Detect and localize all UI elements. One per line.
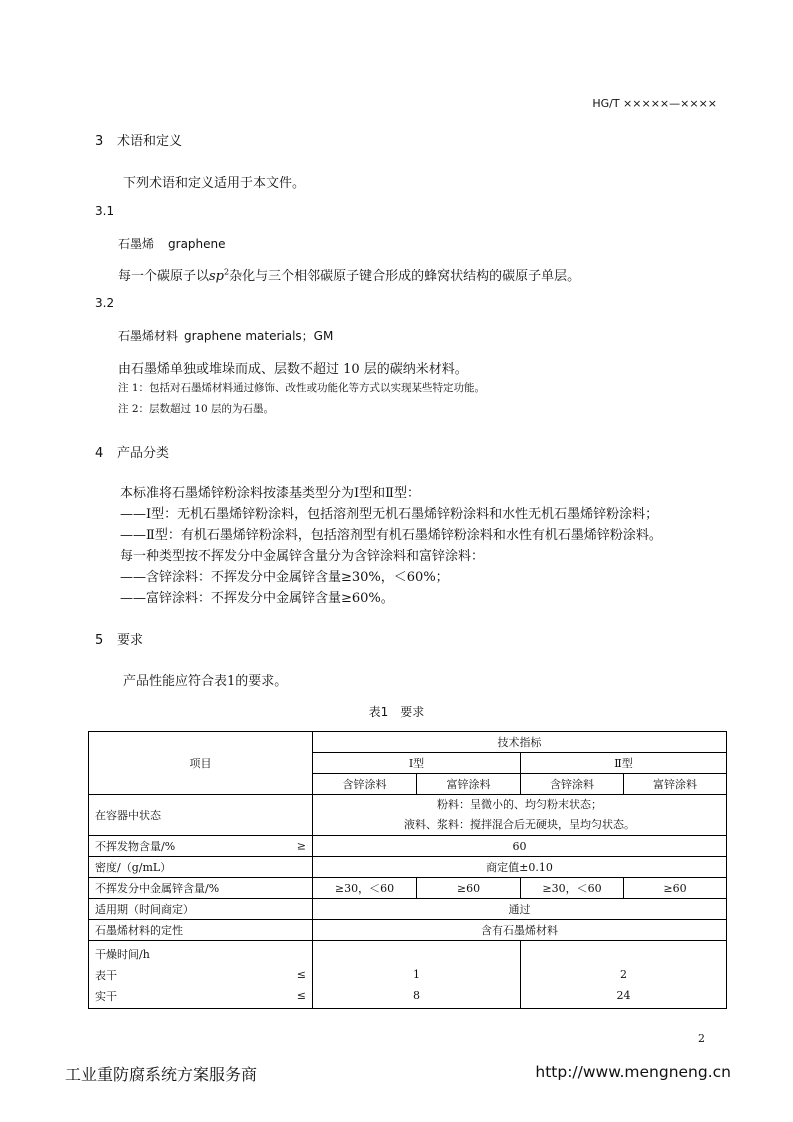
term-3-1-number: 3.1 — [95, 204, 115, 218]
row-value: 通过 — [313, 899, 727, 920]
row-value: ≥60 — [624, 878, 727, 899]
term-3-2-number: 3.2 — [95, 296, 115, 310]
header-item: 项目 — [89, 732, 313, 795]
note-2: 注 2：层数超过 10 层的为石墨。 — [118, 403, 275, 415]
note-1: 注 1：包括对石墨烯材料通过修饰、改性或功能化等方式以实现某些特定功能。 — [118, 382, 486, 394]
classification-line: ——Ⅱ型：有机石墨烯锌粉涂料，包括溶剂型有机石墨烯锌粉涂料和水性有机石墨烯锌粉涂料。 — [120, 528, 662, 543]
definition-text-cont: 杂化与三个相邻碳原子键合形成的蜂窝状结构的碳原子单层。 — [229, 269, 581, 284]
drying-type-1 — [313, 941, 521, 1009]
row-value: ≥30，＜60 — [313, 878, 417, 899]
row-label: 不挥发分中金属锌含量/% — [89, 878, 313, 899]
section-title: 产品分类 — [117, 446, 170, 461]
section-title: 术语和定义 — [117, 134, 183, 149]
row-value: 60 — [313, 836, 727, 857]
term-3-2-definition: 由石墨烯单独或堆垛而成、层数不超过 10 层的碳纳米材料。 — [118, 362, 468, 377]
section-3-intro: 下列术语和定义适用于本文件。 — [123, 176, 306, 191]
section-title: 要求 — [117, 633, 144, 648]
table-row — [89, 795, 727, 836]
section-number: 4 — [95, 446, 104, 461]
table-row — [89, 899, 727, 920]
row-label: 石墨烯材料的定性 — [89, 920, 313, 941]
section-4-heading — [95, 442, 169, 461]
comparison-symbol: ≥ — [296, 839, 306, 853]
drying-type-2 — [521, 941, 727, 1009]
row-label: 在容器中状态 — [89, 795, 313, 836]
drying-labels — [89, 941, 313, 1009]
term-cn: 石墨烯材料 — [118, 329, 179, 343]
classification-line: 每一种类型按不挥发分中金属锌含量分为含锌涂料和富锌涂料： — [120, 549, 485, 564]
row-value: 含有石墨烯材料 — [313, 920, 727, 941]
header-type-1: Ⅰ型 — [313, 753, 521, 774]
classification-line: ——富锌涂料：不挥发分中金属锌含量≥60%。 — [120, 591, 394, 606]
section-5-intro: 产品性能应符合表1的要求。 — [123, 674, 288, 689]
footer-url[interactable]: http://www.mengneng.cn — [535, 1063, 731, 1081]
requirements-table — [88, 731, 727, 1009]
row-label: 密度/（g/mL） — [89, 857, 313, 878]
superscript: 2 — [224, 267, 230, 277]
section-number: 5 — [95, 633, 104, 648]
surface-dry-label — [95, 964, 306, 985]
hard-dry-value: 24 — [616, 989, 631, 1002]
comparison-symbol: ≤ — [296, 989, 306, 1002]
table-row — [89, 920, 727, 941]
drying-title — [95, 943, 306, 964]
term-3-2-title — [118, 327, 333, 344]
term-3-1-definition — [118, 265, 580, 284]
table-row — [89, 836, 727, 857]
header-sub: 含锌涂料 — [521, 774, 624, 795]
table-header-row — [89, 732, 727, 753]
header-sub: 含锌涂料 — [313, 774, 417, 795]
term-en: graphene — [168, 237, 226, 251]
section-3-heading — [95, 130, 182, 149]
label-text: 不挥发物含量/% — [95, 840, 176, 853]
row-label — [89, 836, 313, 857]
term-3-1-title — [118, 235, 226, 252]
definition-text: 每一个碳原子以 — [118, 269, 210, 284]
classification-line: 本标准将石墨烯锌粉涂料按漆基类型分为Ⅰ型和Ⅱ型： — [120, 486, 420, 501]
comparison-symbol: ≤ — [296, 968, 306, 981]
surface-dry-value: 1 — [413, 968, 420, 981]
row-value: 商定值±0.10 — [313, 857, 727, 878]
header-sub: 富锌涂料 — [624, 774, 727, 795]
row-value: ≥30，＜60 — [521, 878, 624, 899]
section-4-body — [120, 483, 662, 609]
header-tech-index: 技术指标 — [313, 732, 727, 753]
label-text: 实干 — [95, 989, 117, 1003]
sp-italic: sp — [209, 269, 225, 284]
term-en: graphene materials；GM — [184, 329, 334, 343]
table-row — [89, 941, 727, 1009]
label-text: 干燥时间/h — [95, 947, 150, 961]
state-line: 液料、浆料：搅拌混合后无硬块，呈均匀状态。 — [404, 818, 635, 831]
page-number: 2 — [698, 1032, 705, 1045]
hard-dry-value: 8 — [413, 989, 420, 1002]
row-value — [313, 795, 727, 836]
header-type-2: Ⅱ型 — [521, 753, 727, 774]
header-sub: 富锌涂料 — [417, 774, 521, 795]
classification-line: ——含锌涂料：不挥发分中金属锌含量≥30%，＜60%； — [120, 570, 449, 585]
term-cn: 石墨烯 — [118, 237, 155, 251]
section-number: 3 — [95, 134, 104, 149]
state-line: 粉料：呈微小的、均匀粉末状态； — [437, 798, 602, 811]
table-row — [89, 857, 727, 878]
footer-company: 工业重防腐系统方案服务商 — [65, 1065, 258, 1084]
table-row — [89, 878, 727, 899]
section-5-heading — [95, 629, 143, 648]
surface-dry-value: 2 — [620, 968, 627, 981]
row-value: ≥60 — [417, 878, 521, 899]
row-label: 适用期（时间商定） — [89, 899, 313, 920]
hard-dry-label — [95, 985, 306, 1006]
table-caption: 表1 要求 — [368, 705, 425, 719]
label-text: 表干 — [95, 968, 117, 982]
standard-code: HG/T ×××××—×××× — [592, 97, 717, 110]
classification-line: ——Ⅰ型：无机石墨烯锌粉涂料，包括溶剂型无机石墨烯锌粉涂料和水性无机石墨烯锌粉涂料； — [120, 507, 659, 522]
